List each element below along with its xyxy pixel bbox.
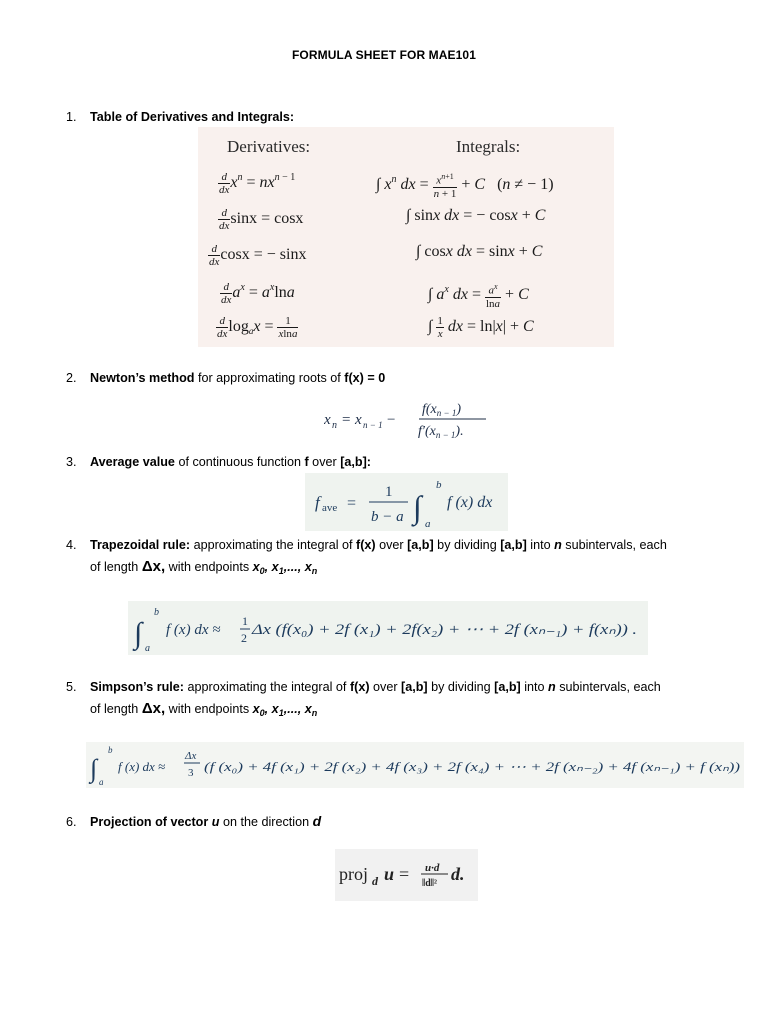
- svg-text:x: x: [324, 412, 331, 428]
- section-text: approximating the integral of: [190, 538, 356, 552]
- section-heading: Newton’s method: [90, 371, 195, 385]
- svg-text:f(xn − 1): $f(x_{n - 1})$: [422, 402, 462, 418]
- section-text-bold: f(x): [356, 538, 376, 552]
- svg-text:∫: ∫: [90, 754, 98, 783]
- section-text: into: [520, 680, 549, 694]
- newton-formula-graphic: [324, 397, 494, 441]
- section-text-bold: f: [304, 455, 309, 469]
- average-value-formula-graphic: [305, 473, 508, 531]
- average-value-formula: [305, 473, 508, 531]
- section-text-bold: [a,b]: [500, 538, 527, 552]
- section-3: [66, 451, 726, 473]
- svg-text:Δx: Δx: [185, 750, 197, 762]
- section-text: with endpoints: [165, 560, 253, 574]
- svg-text:=: =: [399, 864, 410, 884]
- derivative-row: $\frac{d}{dx}$ sinx = cosx: [219, 207, 304, 232]
- section-4: [66, 534, 726, 578]
- derivatives-heading: Derivatives:: [227, 137, 311, 156]
- section-text: of length: [90, 702, 142, 716]
- svg-text:a: a: [425, 518, 431, 530]
- svg-text:a: a: [145, 643, 150, 654]
- projection-formula: [335, 849, 478, 901]
- svg-text:‖d‖²: ‖d‖²: [422, 878, 438, 889]
- derivative-row: $\frac{d}{dx}$ $\log_ax$ = $\frac{1}{xlna}$: [217, 315, 298, 340]
- section-text-bold: n: [554, 538, 562, 552]
- svg-text:=: =: [342, 412, 351, 428]
- vector-u-label: u: [211, 815, 220, 829]
- svg-text:2: 2: [241, 631, 247, 645]
- derivative-row: $\frac{d}{dx}$ $a^x = a^x\ln a$: [221, 281, 295, 306]
- section-text: of continuous function: [174, 455, 305, 469]
- integrals-heading: Integrals:: [456, 137, 521, 156]
- section-text: subintervals, each: [555, 680, 661, 694]
- svg-text:b: b: [108, 745, 113, 755]
- section-5: [66, 676, 726, 720]
- svg-text:∫: ∫: [413, 489, 422, 525]
- projection-formula-graphic: [335, 849, 478, 901]
- section-number: 5.: [66, 680, 77, 694]
- section-2: [66, 367, 726, 389]
- endpoints-label: $x_0$, $x_1$,..., $x_n$: [252, 560, 318, 576]
- section-heading: Simpson’s rule:: [90, 680, 185, 694]
- trapezoidal-formula-graphic: [128, 601, 648, 655]
- section-text: of length: [90, 560, 142, 574]
- svg-text:ave: ave: [322, 502, 338, 514]
- section-number: 6.: [66, 815, 77, 829]
- svg-text:=: =: [347, 495, 357, 512]
- section-text-bold: Δx,: [141, 558, 166, 575]
- svg-text:n: n: [332, 420, 337, 431]
- svg-text:f (x) dx ≈: f (x) dx ≈: [166, 622, 221, 638]
- svg-text:u: u: [384, 864, 395, 884]
- newton-formula: [324, 397, 494, 441]
- svg-text:1: 1: [385, 484, 393, 500]
- svg-text:f′(xn − 1).: $f'(x_{n - 1})$.: [418, 424, 464, 440]
- svg-text:Δx (f(x₀) + 2f (x₁) + 2f(x₂) +: Δx (f(x₀) + 2f (x₁) + 2f(x₂) + ⋯ + 2f (xₙ₋₁) + f(xₙ)) .: [250, 622, 638, 638]
- derivative-row: $\frac{d}{dx}$ $x^n = nx^{n - 1}$: [219, 171, 296, 196]
- section-number: 4.: [66, 538, 77, 552]
- svg-text:−: −: [387, 412, 396, 428]
- section-text: into: [526, 538, 555, 552]
- svg-text:(f (x₀) + 4f (x₁) + 2f (x₂) +: (f (x₀) + 4f (x₁) + 2f (x₂) + 4f (x₃) + 2f (x₄) + ⋯ + 2f (xₙ₋₂) + 4f (xₙ₋₁) + f (xₙ)): [204, 759, 740, 774]
- section-text: over: [308, 455, 341, 469]
- svg-text:b: b: [436, 479, 442, 491]
- simpson-formula-graphic: [86, 742, 744, 788]
- section-text: over: [369, 680, 402, 694]
- section-text-bold: Δx,: [141, 700, 166, 717]
- integral-row: ∫ cosx dx = sinx + C: [416, 243, 543, 260]
- svg-text:b − a: b − a: [371, 509, 404, 525]
- section-text-bold: [a,b]: [494, 680, 521, 694]
- section-heading: Average value: [90, 455, 175, 469]
- section-text-bold: n: [548, 680, 556, 694]
- section-text: on the direction: [219, 815, 313, 829]
- svg-text:u·d: u·d: [425, 862, 440, 874]
- section-text: over: [375, 538, 408, 552]
- section-text: approximating the integral of: [184, 680, 350, 694]
- svg-text:f (x) dx: f (x) dx: [447, 494, 493, 511]
- vector-d-label: d: [312, 813, 322, 829]
- simpson-formula: [86, 742, 744, 788]
- section-1: [66, 106, 726, 128]
- svg-text:a: a: [99, 777, 104, 787]
- derivatives-integrals-table: [198, 127, 614, 347]
- section-text-bold: f(x) = 0: [344, 371, 386, 385]
- section-text-bold: [a,b]:: [340, 455, 371, 469]
- svg-text:d: d: [372, 874, 378, 888]
- section-text-bold: [a,b]: [401, 680, 428, 694]
- section-number: 3.: [66, 455, 77, 469]
- section-6: [66, 810, 726, 833]
- integral-row: ∫ sinx dx = − cosx + C: [406, 207, 546, 224]
- section-text: subintervals, each: [561, 538, 667, 552]
- svg-text:n − 1: n − 1: [363, 420, 383, 430]
- svg-text:proj: proj: [339, 864, 368, 884]
- svg-text:3: 3: [188, 767, 194, 779]
- section-heading: Table of Derivatives and Integrals:: [90, 110, 295, 124]
- section-number: 1.: [66, 110, 77, 124]
- section-heading: Trapezoidal rule:: [90, 538, 191, 552]
- integral-row: ∫ $\frac{1}{x}$ dx = ln|x| + C: [428, 315, 534, 340]
- svg-text:f: f: [315, 493, 320, 512]
- page-title: FORMULA SHEET FOR MAE101: [292, 48, 476, 62]
- integral-row: ∫ $a^x$ dx = $\frac{a^x}{\ln a}$ + C: [428, 282, 529, 310]
- svg-text:∫: ∫: [134, 617, 143, 650]
- trapezoidal-formula: [128, 601, 648, 655]
- section-heading: Projection of vector: [90, 815, 212, 829]
- section-text: with endpoints: [165, 702, 253, 716]
- svg-text:b: b: [154, 607, 159, 618]
- section-text: for approximating roots of: [194, 371, 345, 385]
- section-text-bold: f(x): [349, 680, 370, 694]
- svg-text:1: 1: [242, 614, 248, 628]
- endpoints-label: $x_0$, $x_1$,..., $x_n$: [252, 702, 318, 718]
- section-number: 2.: [66, 371, 77, 385]
- derivative-row: $\frac{d}{dx}$ cosx = − sinx: [209, 243, 307, 268]
- section-text: by dividing: [427, 680, 495, 694]
- svg-text:x: x: [355, 412, 362, 428]
- svg-text:d.: d.: [451, 864, 465, 884]
- integral-row: ∫ $x^n$ dx = $\frac{x^{n+1}}{n + 1}$ + C (n ≠ − 1): [376, 172, 554, 200]
- section-text: by dividing: [433, 538, 501, 552]
- svg-text:f (x) dx ≈: f (x) dx ≈: [118, 759, 166, 774]
- section-text-bold: [a,b]: [407, 538, 434, 552]
